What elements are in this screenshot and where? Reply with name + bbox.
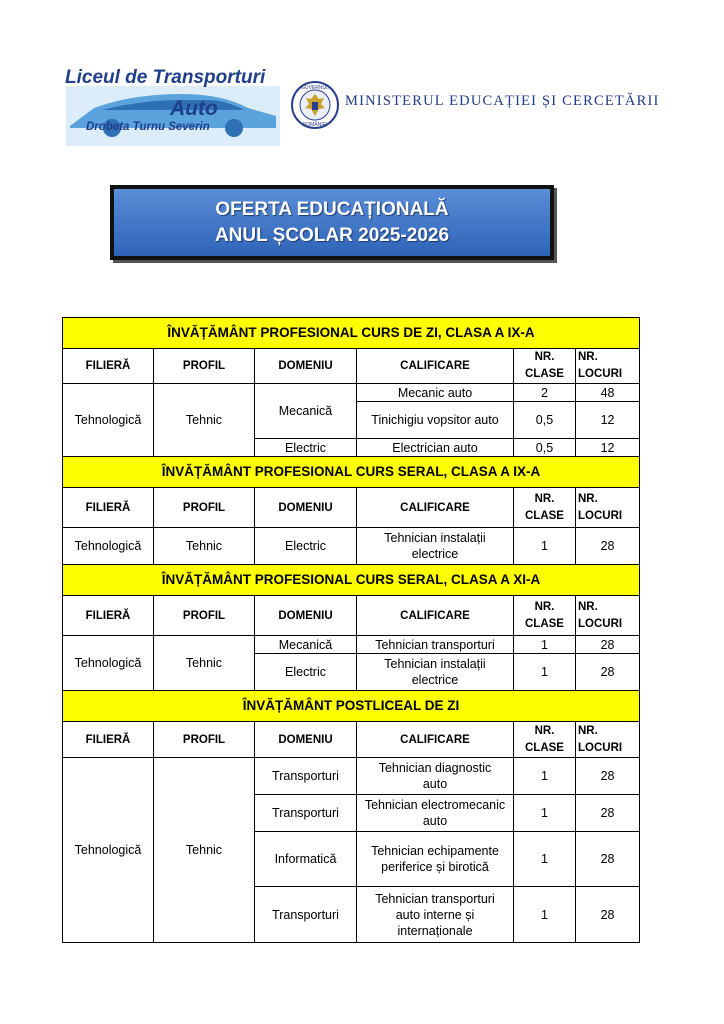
cell-domeniu: Mecanică	[255, 384, 357, 439]
col-domeniu: DOMENIU	[255, 488, 357, 528]
col-domeniu: DOMENIU	[255, 722, 357, 758]
column-header-row	[63, 596, 640, 636]
col-calificare: CALIFICARE	[357, 596, 514, 636]
col-filiera: FILIERĂ	[63, 488, 154, 528]
section-header	[63, 457, 640, 488]
col-profil: PROFIL	[154, 722, 255, 758]
cell-nr-clase: 0,5	[514, 439, 576, 457]
section-title: ÎNVĂȚĂMÂNT PROFESIONAL CURS DE ZI, CLASA A IX-A	[63, 318, 640, 349]
ministry-name: MINISTERUL EDUCAȚIEI ȘI CERCETĂRII	[345, 93, 660, 109]
page-title	[110, 185, 554, 260]
cell-profil: Tehnic	[154, 758, 255, 943]
cell-nr-clase: 1	[514, 636, 576, 654]
cell-nr-locuri: 28	[576, 832, 640, 887]
cell-nr-clase: 0,5	[514, 402, 576, 439]
col-filiera: FILIERĂ	[63, 349, 154, 384]
cell-nr-locuri: 28	[576, 758, 640, 795]
column-header-row	[63, 488, 640, 528]
seal-text-top: GUVERNUL	[301, 85, 329, 91]
col-nr-locuri: NR. LOCURI	[576, 722, 640, 758]
cell-domeniu: Informatică	[255, 832, 357, 887]
cell-domeniu: Transporturi	[255, 887, 357, 943]
cell-domeniu: Electric	[255, 528, 357, 565]
cell-calificare: Mecanic auto	[357, 384, 514, 402]
school-name-line1: Liceul de Transporturi	[65, 67, 266, 88]
section-header	[63, 691, 640, 722]
col-filiera: FILIERĂ	[63, 596, 154, 636]
offer-table	[62, 317, 640, 943]
cell-nr-clase: 2	[514, 384, 576, 402]
cell-nr-locuri: 48	[576, 384, 640, 402]
section-title: ÎNVĂȚĂMÂNT PROFESIONAL CURS SERAL, CLASA A IX-A	[63, 457, 640, 488]
column-header-row	[63, 722, 640, 758]
col-nr-clase: NR. CLASE	[514, 488, 576, 528]
cell-domeniu: Electric	[255, 654, 357, 691]
cell-calificare: Tehnician transporturi auto interne și internaționale	[357, 887, 514, 943]
cell-domeniu: Mecanică	[255, 636, 357, 654]
school-name-line3: Drobeta Turnu Severin	[86, 121, 210, 133]
cell-calificare: Tehnician transporturi	[357, 636, 514, 654]
column-header-row	[63, 349, 640, 384]
cell-profil: Tehnic	[154, 384, 255, 457]
cell-filiera: Tehnologică	[63, 758, 154, 943]
government-seal-icon	[290, 80, 340, 130]
table-row	[63, 528, 640, 565]
cell-calificare: Tehnician instalații electrice	[357, 528, 514, 565]
table-row	[63, 636, 640, 654]
col-nr-locuri: NR. LOCURI	[576, 488, 640, 528]
cell-filiera: Tehnologică	[63, 636, 154, 691]
table-row	[63, 758, 640, 795]
seal-text-bottom: ROMÂNIEI	[302, 122, 328, 128]
cell-calificare: Electrician auto	[357, 439, 514, 457]
col-filiera: FILIERĂ	[63, 722, 154, 758]
car-silhouette-icon	[62, 64, 284, 148]
section-header	[63, 565, 640, 596]
cell-nr-clase: 1	[514, 758, 576, 795]
section-title: ÎNVĂȚĂMÂNT POSTLICEAL DE ZI	[63, 691, 640, 722]
cell-nr-locuri: 28	[576, 654, 640, 691]
cell-nr-clase: 1	[514, 654, 576, 691]
school-logo	[62, 64, 284, 148]
cell-domeniu: Transporturi	[255, 795, 357, 832]
cell-filiera: Tehnologică	[63, 528, 154, 565]
cell-nr-clase: 1	[514, 528, 576, 565]
cell-nr-locuri: 28	[576, 636, 640, 654]
cell-filiera: Tehnologică	[63, 384, 154, 457]
col-calificare: CALIFICARE	[357, 488, 514, 528]
cell-domeniu: Electric	[255, 439, 357, 457]
cell-nr-clase: 1	[514, 832, 576, 887]
cell-calificare: Tinichigiu vopsitor auto	[357, 402, 514, 439]
col-calificare: CALIFICARE	[357, 722, 514, 758]
cell-nr-clase: 1	[514, 795, 576, 832]
cell-nr-clase: 1	[514, 887, 576, 943]
school-name-line2: Auto	[170, 97, 218, 120]
section-header	[63, 318, 640, 349]
title-line1: OFERTA EDUCAȚIONALĂ	[215, 198, 449, 220]
col-calificare: CALIFICARE	[357, 349, 514, 384]
cell-calificare: Tehnician instalații electrice	[357, 654, 514, 691]
cell-nr-locuri: 28	[576, 887, 640, 943]
cell-calificare: Tehnician electromecanic auto	[357, 795, 514, 832]
cell-profil: Tehnic	[154, 528, 255, 565]
cell-domeniu: Transporturi	[255, 758, 357, 795]
col-profil: PROFIL	[154, 488, 255, 528]
col-domeniu: DOMENIU	[255, 349, 357, 384]
col-profil: PROFIL	[154, 349, 255, 384]
cell-profil: Tehnic	[154, 636, 255, 691]
cell-calificare: Tehnician diagnostic auto	[357, 758, 514, 795]
col-profil: PROFIL	[154, 596, 255, 636]
col-nr-clase: NR. CLASE	[514, 722, 576, 758]
col-nr-clase: NR. CLASE	[514, 349, 576, 384]
section-title: ÎNVĂȚĂMÂNT PROFESIONAL CURS SERAL, CLASA A XI-A	[63, 565, 640, 596]
col-domeniu: DOMENIU	[255, 596, 357, 636]
cell-nr-locuri: 12	[576, 439, 640, 457]
cell-nr-locuri: 28	[576, 528, 640, 565]
cell-nr-locuri: 28	[576, 795, 640, 832]
cell-calificare: Tehnician echipamente periferice și birotică	[357, 832, 514, 887]
col-nr-locuri: NR. LOCURI	[576, 349, 640, 384]
table-row	[63, 384, 640, 402]
title-line2: ANUL ȘCOLAR 2025-2026	[214, 224, 450, 246]
col-nr-clase: NR. CLASE	[514, 596, 576, 636]
ministry-header	[290, 80, 660, 130]
cell-nr-locuri: 12	[576, 402, 640, 439]
col-nr-locuri: NR. LOCURI	[576, 596, 640, 636]
